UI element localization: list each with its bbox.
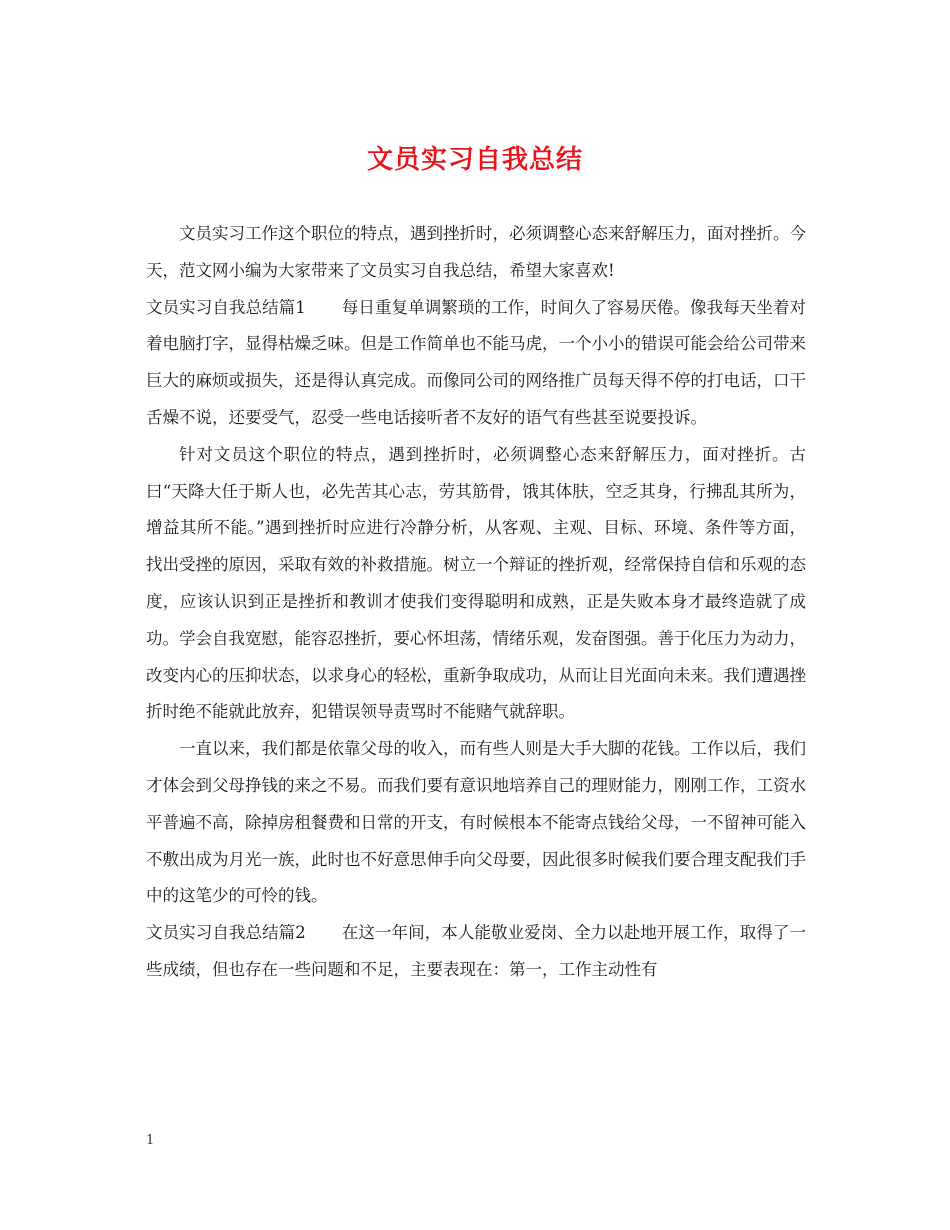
section2-paragraph1-text: 在这一年间，本人能敬业爱岗、全力以赴地开展工作，取得了一些成绩，但也存在一些问题和不足，主要表现在：第一，工作主动性有 [146,923,807,979]
section1-paragraph2: 针对文员这个职位的特点，遇到挫折时，必须调整心态来舒解压力，面对挫折。古曰“天降大任于斯人也，必先苦其心志，劳其筋骨，饿其体肤，空乏其身，行拂乱其所为，增益其所不能。”遇到挫折时应进行冷静分析，从客观、主观、目标、环境、条件等方面，找出受挫的原因，采取有效的补救措施。树立一个辩证的挫折观，经常保持自信和乐观的态度，应该认识到正是挫折和教训才使我们变得聪明和成熟，正是失败本身才最终造就了成功。学会自我宽慰，能容忍挫折，要心怀坦荡，情绪乐观，发奋图强。善于化压力为动力，改变内心的压抑状态，以求身心的轻松，重新争取成功，从而让目光面向未来。我们遭遇挫折时绝不能就此放弃，犯错误领导责骂时不能赌气就辞职。 [146,444,806,722]
intro-paragraph: 文员实习工作这个职位的特点，遇到挫折时，必须调整心态来舒解压力，面对挫折。今天，范文网小编为大家带来了文员实习自我总结，希望大家喜欢! [146,224,806,280]
section2-first-paragraph [146,915,806,989]
section1-paragraph1-text: 每日重复单调繁琐的工作，时间久了容易厌倦。像我每天坐着对着电脑打字，显得枯燥乏味。但是工作简单也不能马虎，一个小小的错误可能会给公司带来巨大的麻烦或损失，还是得认真完成。而像同公司的网络推广员每天得不停的打电话，口干舌燥不说，还要受气，忍受一些电话接听者不友好的语气有些甚至说要投诉。 [146,297,807,427]
section1-first-paragraph [146,290,806,437]
section1-heading: 文员实习自我总结篇1 [146,297,306,317]
document-body [146,216,806,989]
section2-heading: 文员实习自我总结篇2 [146,923,306,943]
section1-paragraph3: 一直以来，我们都是依靠父母的收入，而有些人则是大手大脚的花钱。工作以后，我们才体会到父母挣钱的来之不易。而我们要有意识地培养自己的理财能力，刚刚工作，工资水平普遍不高，除掉房租餐费和日常的开支，有时候根本不能寄点钱给父母，一不留神可能入不敷出成为月光一族，此时也不好意思伸手向父母要，因此很多时候我们要合理支配我们手中的这笔少的可怜的钱。 [146,739,806,906]
document-title: 文员实习自我总结 [366,145,583,175]
page-number: 1 [146,1133,155,1148]
